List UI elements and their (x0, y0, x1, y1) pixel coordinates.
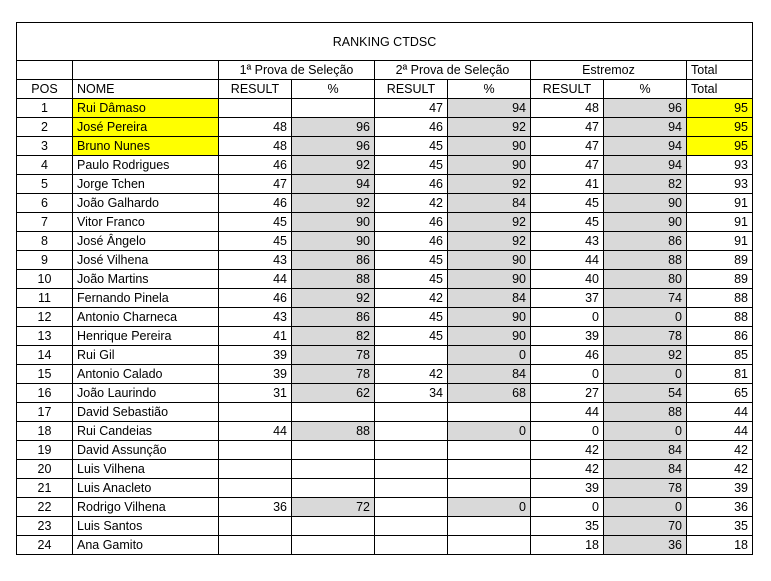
percent-1-cell[interactable]: 82 (292, 327, 375, 346)
result-2-cell[interactable]: 42 (375, 289, 448, 308)
percent-3-cell[interactable]: 78 (604, 479, 687, 498)
pos-cell[interactable]: 17 (17, 403, 73, 422)
total-cell[interactable]: 88 (687, 308, 753, 327)
name-cell[interactable]: Antonio Calado (73, 365, 219, 384)
pos-cell[interactable]: 9 (17, 251, 73, 270)
result-3-cell[interactable]: 0 (531, 498, 604, 517)
result-3-cell[interactable]: 45 (531, 213, 604, 232)
result-3-cell[interactable]: 18 (531, 536, 604, 555)
percent-2-cell[interactable] (448, 403, 531, 422)
result-2-cell[interactable]: 42 (375, 194, 448, 213)
percent-2-cell[interactable]: 0 (448, 422, 531, 441)
result-1-cell[interactable] (219, 403, 292, 422)
percent-3-cell[interactable]: 90 (604, 194, 687, 213)
percent-2-cell[interactable]: 90 (448, 308, 531, 327)
total-cell[interactable]: 89 (687, 270, 753, 289)
header-nome[interactable]: NOME (73, 80, 219, 99)
total-cell[interactable]: 36 (687, 498, 753, 517)
name-cell[interactable]: Jorge Tchen (73, 175, 219, 194)
result-2-cell[interactable] (375, 517, 448, 536)
result-1-cell[interactable]: 43 (219, 251, 292, 270)
percent-1-cell[interactable]: 90 (292, 213, 375, 232)
header-pos[interactable]: POS (17, 80, 73, 99)
percent-2-cell[interactable] (448, 460, 531, 479)
percent-1-cell[interactable]: 96 (292, 118, 375, 137)
blank-cell[interactable] (73, 61, 219, 80)
result-2-cell[interactable]: 45 (375, 270, 448, 289)
pos-cell[interactable]: 14 (17, 346, 73, 365)
table-row (17, 232, 753, 251)
percent-1-cell[interactable]: 96 (292, 137, 375, 156)
result-1-cell[interactable]: 44 (219, 422, 292, 441)
percent-2-cell[interactable] (448, 479, 531, 498)
percent-1-cell[interactable]: 86 (292, 251, 375, 270)
percent-1-cell[interactable] (292, 536, 375, 555)
pos-cell[interactable]: 15 (17, 365, 73, 384)
percent-3-cell[interactable]: 0 (604, 498, 687, 517)
pos-cell[interactable]: 8 (17, 232, 73, 251)
total-cell[interactable]: 35 (687, 517, 753, 536)
percent-1-cell[interactable] (292, 99, 375, 118)
table-row (17, 460, 753, 479)
result-2-cell[interactable]: 46 (375, 213, 448, 232)
blank-cell[interactable] (17, 61, 73, 80)
pos-cell[interactable]: 3 (17, 137, 73, 156)
name-cell[interactable]: João Galhardo (73, 194, 219, 213)
total-cell[interactable]: 81 (687, 365, 753, 384)
title-row (17, 23, 753, 61)
group-prova2[interactable]: 2ª Prova de Seleção (375, 61, 531, 80)
total-cell[interactable]: 91 (687, 232, 753, 251)
percent-2-cell[interactable] (448, 536, 531, 555)
percent-2-cell[interactable]: 68 (448, 384, 531, 403)
result-3-cell[interactable]: 46 (531, 346, 604, 365)
pos-cell[interactable]: 1 (17, 99, 73, 118)
result-1-cell[interactable]: 48 (219, 137, 292, 156)
percent-1-cell[interactable]: 92 (292, 194, 375, 213)
percent-2-cell[interactable]: 84 (448, 194, 531, 213)
result-3-cell[interactable]: 0 (531, 365, 604, 384)
result-1-cell[interactable]: 47 (219, 175, 292, 194)
percent-2-cell[interactable]: 90 (448, 270, 531, 289)
percent-3-cell[interactable]: 82 (604, 175, 687, 194)
total-cell[interactable]: 44 (687, 403, 753, 422)
total-cell[interactable]: 39 (687, 479, 753, 498)
total-cell[interactable]: 88 (687, 289, 753, 308)
percent-1-cell[interactable] (292, 460, 375, 479)
percent-3-cell[interactable]: 0 (604, 422, 687, 441)
percent-2-cell[interactable]: 84 (448, 289, 531, 308)
result-1-cell[interactable]: 46 (219, 289, 292, 308)
percent-1-cell[interactable]: 88 (292, 422, 375, 441)
percent-3-cell[interactable]: 84 (604, 441, 687, 460)
pos-cell[interactable]: 16 (17, 384, 73, 403)
name-cell[interactable]: Fernando Pinela (73, 289, 219, 308)
percent-1-cell[interactable]: 92 (292, 289, 375, 308)
pos-cell[interactable]: 23 (17, 517, 73, 536)
name-cell[interactable]: David Assunção (73, 441, 219, 460)
result-3-cell[interactable]: 40 (531, 270, 604, 289)
result-1-cell[interactable]: 36 (219, 498, 292, 517)
header-result-3[interactable]: RESULT (531, 80, 604, 99)
percent-3-cell[interactable]: 88 (604, 403, 687, 422)
percent-2-cell[interactable]: 90 (448, 156, 531, 175)
percent-1-cell[interactable]: 92 (292, 156, 375, 175)
result-3-cell[interactable]: 39 (531, 327, 604, 346)
result-2-cell[interactable] (375, 422, 448, 441)
percent-1-cell[interactable]: 72 (292, 498, 375, 517)
result-2-cell[interactable]: 46 (375, 118, 448, 137)
result-1-cell[interactable] (219, 99, 292, 118)
total-cell[interactable]: 95 (687, 118, 753, 137)
result-2-cell[interactable] (375, 536, 448, 555)
result-3-cell[interactable]: 43 (531, 232, 604, 251)
result-2-cell[interactable]: 45 (375, 327, 448, 346)
pos-cell[interactable]: 10 (17, 270, 73, 289)
percent-3-cell[interactable]: 96 (604, 99, 687, 118)
percent-2-cell[interactable]: 92 (448, 232, 531, 251)
percent-3-cell[interactable]: 84 (604, 460, 687, 479)
percent-3-cell[interactable]: 88 (604, 251, 687, 270)
percent-3-cell[interactable]: 86 (604, 232, 687, 251)
result-3-cell[interactable]: 45 (531, 194, 604, 213)
result-3-cell[interactable]: 47 (531, 137, 604, 156)
ranking-table (16, 22, 753, 555)
percent-1-cell[interactable] (292, 441, 375, 460)
pos-cell[interactable]: 20 (17, 460, 73, 479)
table-row (17, 213, 753, 232)
result-1-cell[interactable]: 45 (219, 213, 292, 232)
result-3-cell[interactable]: 42 (531, 460, 604, 479)
result-3-cell[interactable]: 0 (531, 422, 604, 441)
table-row (17, 289, 753, 308)
header-result-1[interactable]: RESULT (219, 80, 292, 99)
name-cell[interactable]: João Laurindo (73, 384, 219, 403)
result-1-cell[interactable] (219, 517, 292, 536)
pos-cell[interactable]: 22 (17, 498, 73, 517)
percent-3-cell[interactable]: 70 (604, 517, 687, 536)
result-2-cell[interactable]: 45 (375, 137, 448, 156)
table-row (17, 194, 753, 213)
result-1-cell[interactable]: 44 (219, 270, 292, 289)
group-prova1[interactable]: 1ª Prova de Seleção (219, 61, 375, 80)
percent-1-cell[interactable] (292, 479, 375, 498)
table-row (17, 403, 753, 422)
result-1-cell[interactable]: 43 (219, 308, 292, 327)
result-2-cell[interactable] (375, 403, 448, 422)
pos-cell[interactable]: 11 (17, 289, 73, 308)
name-cell[interactable]: José Ângelo (73, 232, 219, 251)
name-cell[interactable]: Ana Gamito (73, 536, 219, 555)
percent-3-cell[interactable]: 90 (604, 213, 687, 232)
result-3-cell[interactable]: 27 (531, 384, 604, 403)
result-2-cell[interactable] (375, 441, 448, 460)
percent-2-cell[interactable]: 90 (448, 251, 531, 270)
name-cell[interactable]: João Martins (73, 270, 219, 289)
result-2-cell[interactable]: 46 (375, 232, 448, 251)
result-2-cell[interactable]: 42 (375, 365, 448, 384)
total-cell[interactable]: 86 (687, 327, 753, 346)
pos-cell[interactable]: 2 (17, 118, 73, 137)
result-1-cell[interactable]: 46 (219, 194, 292, 213)
name-cell[interactable]: Rui Dâmaso (73, 99, 219, 118)
table-row (17, 498, 753, 517)
name-cell[interactable]: Vitor Franco (73, 213, 219, 232)
result-3-cell[interactable]: 42 (531, 441, 604, 460)
result-2-cell[interactable] (375, 346, 448, 365)
table-row (17, 251, 753, 270)
percent-1-cell[interactable]: 78 (292, 365, 375, 384)
total-cell[interactable]: 44 (687, 422, 753, 441)
table-row (17, 365, 753, 384)
total-cell[interactable]: 91 (687, 213, 753, 232)
percent-3-cell[interactable]: 74 (604, 289, 687, 308)
percent-2-cell[interactable]: 94 (448, 99, 531, 118)
percent-3-cell[interactable]: 78 (604, 327, 687, 346)
name-cell[interactable]: Antonio Charneca (73, 308, 219, 327)
table-row (17, 346, 753, 365)
result-1-cell[interactable]: 48 (219, 118, 292, 137)
percent-1-cell[interactable]: 90 (292, 232, 375, 251)
table-row (17, 137, 753, 156)
percent-2-cell[interactable]: 0 (448, 346, 531, 365)
group-header-row (17, 61, 753, 80)
result-2-cell[interactable]: 45 (375, 308, 448, 327)
table-row (17, 99, 753, 118)
percent-2-cell[interactable]: 90 (448, 137, 531, 156)
percent-3-cell[interactable]: 94 (604, 137, 687, 156)
percent-1-cell[interactable] (292, 403, 375, 422)
result-2-cell[interactable]: 47 (375, 99, 448, 118)
result-1-cell[interactable]: 45 (219, 232, 292, 251)
group-total[interactable]: Total (687, 61, 753, 80)
total-cell[interactable]: 95 (687, 99, 753, 118)
percent-3-cell[interactable]: 94 (604, 156, 687, 175)
name-cell[interactable]: Luis Anacleto (73, 479, 219, 498)
result-2-cell[interactable] (375, 479, 448, 498)
total-cell[interactable]: 91 (687, 194, 753, 213)
column-header-row (17, 80, 753, 99)
percent-2-cell[interactable]: 92 (448, 213, 531, 232)
total-cell[interactable]: 65 (687, 384, 753, 403)
percent-2-cell[interactable]: 92 (448, 118, 531, 137)
header-total[interactable]: Total (687, 80, 753, 99)
name-cell[interactable]: Paulo Rodrigues (73, 156, 219, 175)
result-1-cell[interactable]: 39 (219, 346, 292, 365)
table-row (17, 327, 753, 346)
name-cell[interactable]: Bruno Nunes (73, 137, 219, 156)
result-3-cell[interactable]: 41 (531, 175, 604, 194)
percent-3-cell[interactable]: 80 (604, 270, 687, 289)
total-cell[interactable]: 95 (687, 137, 753, 156)
name-cell[interactable]: Luis Vilhena (73, 460, 219, 479)
pos-cell[interactable]: 7 (17, 213, 73, 232)
result-1-cell[interactable] (219, 479, 292, 498)
pos-cell[interactable]: 12 (17, 308, 73, 327)
percent-3-cell[interactable]: 36 (604, 536, 687, 555)
result-2-cell[interactable]: 46 (375, 175, 448, 194)
result-1-cell[interactable]: 41 (219, 327, 292, 346)
total-cell[interactable]: 85 (687, 346, 753, 365)
pos-cell[interactable]: 21 (17, 479, 73, 498)
header-percent-3[interactable]: % (604, 80, 687, 99)
result-1-cell[interactable] (219, 460, 292, 479)
pos-cell[interactable]: 6 (17, 194, 73, 213)
name-cell[interactable]: Rui Gil (73, 346, 219, 365)
name-cell[interactable]: Luis Santos (73, 517, 219, 536)
table-row (17, 156, 753, 175)
result-3-cell[interactable]: 47 (531, 118, 604, 137)
total-cell[interactable]: 93 (687, 175, 753, 194)
percent-1-cell[interactable]: 86 (292, 308, 375, 327)
table-row (17, 422, 753, 441)
result-2-cell[interactable]: 45 (375, 251, 448, 270)
result-2-cell[interactable] (375, 498, 448, 517)
result-2-cell[interactable]: 34 (375, 384, 448, 403)
result-1-cell[interactable]: 46 (219, 156, 292, 175)
table-row (17, 536, 753, 555)
result-3-cell[interactable]: 44 (531, 251, 604, 270)
result-2-cell[interactable] (375, 460, 448, 479)
percent-3-cell[interactable]: 94 (604, 118, 687, 137)
name-cell[interactable]: José Pereira (73, 118, 219, 137)
percent-2-cell[interactable]: 0 (448, 498, 531, 517)
header-percent-1[interactable]: % (292, 80, 375, 99)
result-3-cell[interactable]: 47 (531, 156, 604, 175)
result-3-cell[interactable]: 44 (531, 403, 604, 422)
name-cell[interactable]: Rodrigo Vilhena (73, 498, 219, 517)
percent-1-cell[interactable] (292, 517, 375, 536)
percent-2-cell[interactable] (448, 441, 531, 460)
total-cell[interactable]: 89 (687, 251, 753, 270)
result-2-cell[interactable]: 45 (375, 156, 448, 175)
table-row (17, 175, 753, 194)
table-row (17, 517, 753, 536)
table-row (17, 118, 753, 137)
percent-3-cell[interactable]: 54 (604, 384, 687, 403)
percent-3-cell[interactable]: 0 (604, 365, 687, 384)
result-3-cell[interactable]: 0 (531, 308, 604, 327)
name-cell[interactable]: Rui Candeias (73, 422, 219, 441)
percent-2-cell[interactable]: 92 (448, 175, 531, 194)
name-cell[interactable]: Henrique Pereira (73, 327, 219, 346)
percent-3-cell[interactable]: 92 (604, 346, 687, 365)
total-cell[interactable]: 42 (687, 441, 753, 460)
table-row (17, 479, 753, 498)
header-result-2[interactable]: RESULT (375, 80, 448, 99)
pos-cell[interactable]: 18 (17, 422, 73, 441)
total-cell[interactable]: 93 (687, 156, 753, 175)
percent-2-cell[interactable] (448, 517, 531, 536)
table-row (17, 384, 753, 403)
result-3-cell[interactable]: 48 (531, 99, 604, 118)
result-1-cell[interactable] (219, 536, 292, 555)
result-3-cell[interactable]: 39 (531, 479, 604, 498)
result-1-cell[interactable]: 39 (219, 365, 292, 384)
table-title[interactable]: RANKING CTDSC (17, 23, 753, 61)
table-row (17, 308, 753, 327)
result-1-cell[interactable]: 31 (219, 384, 292, 403)
percent-1-cell[interactable]: 88 (292, 270, 375, 289)
result-1-cell[interactable] (219, 441, 292, 460)
total-cell[interactable]: 42 (687, 460, 753, 479)
pos-cell[interactable]: 13 (17, 327, 73, 346)
group-estremoz[interactable]: Estremoz (531, 61, 687, 80)
table-row (17, 441, 753, 460)
result-3-cell[interactable]: 35 (531, 517, 604, 536)
total-cell[interactable]: 18 (687, 536, 753, 555)
percent-1-cell[interactable]: 62 (292, 384, 375, 403)
name-cell[interactable]: José Vilhena (73, 251, 219, 270)
result-3-cell[interactable]: 37 (531, 289, 604, 308)
pos-cell[interactable]: 5 (17, 175, 73, 194)
percent-2-cell[interactable]: 90 (448, 327, 531, 346)
percent-1-cell[interactable]: 94 (292, 175, 375, 194)
pos-cell[interactable]: 24 (17, 536, 73, 555)
pos-cell[interactable]: 19 (17, 441, 73, 460)
pos-cell[interactable]: 4 (17, 156, 73, 175)
percent-1-cell[interactable]: 78 (292, 346, 375, 365)
percent-2-cell[interactable]: 84 (448, 365, 531, 384)
name-cell[interactable]: David Sebastião (73, 403, 219, 422)
table-row (17, 270, 753, 289)
header-percent-2[interactable]: % (448, 80, 531, 99)
percent-3-cell[interactable]: 0 (604, 308, 687, 327)
